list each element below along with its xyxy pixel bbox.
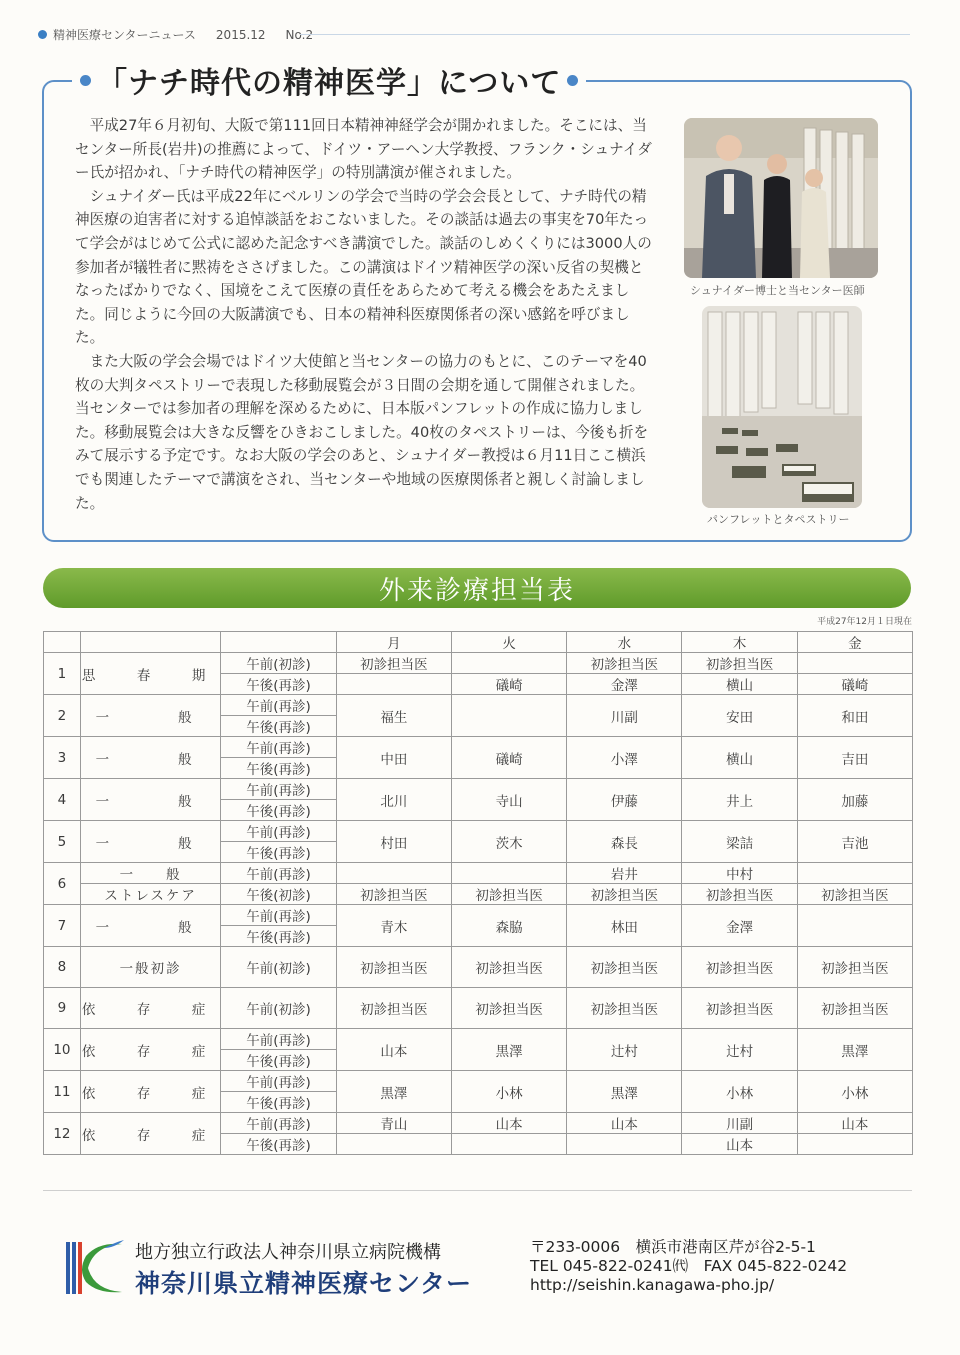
doctor-cell: 初診担当医 <box>451 884 566 905</box>
doctor-cell: 山本 <box>682 1134 797 1155</box>
doctor-cell <box>336 1134 451 1155</box>
doctor-cell: 初診担当医 <box>797 884 912 905</box>
clinic-category <box>80 737 221 779</box>
session-slot: 午後(再診) <box>221 800 336 821</box>
session-slot: 午前(再診) <box>221 1113 336 1134</box>
photo-doctors <box>684 118 878 278</box>
newsletter-header <box>38 26 313 43</box>
category-label: 一 般 <box>119 867 182 883</box>
doctor-cell: 初診担当医 <box>797 988 912 1029</box>
doctor-cell: 井上 <box>682 779 797 821</box>
table-row <box>44 884 913 905</box>
article-paragraph: また大阪の学会会場ではドイツ大使館と当センターの協力のもとに、このテーマを40枚の大判タペストリーで表現した移動展覧会が３日間の会期を通して開催されました。当センターでは参加者の理解を深めるために、日本版パンフレットの作成に協力しました。移動展覧会は大きな反響をひきおこしました。40枚のタペストリーは、今後も折をみて展示する予定です。なお大阪の学会のあと、シュナイダー教授は６月11日ここ横浜でも関連したテーマで講演をされ、当センターや地域の医療関係者と親しく討論しました。 <box>75 352 649 512</box>
doctor-cell <box>797 863 912 884</box>
row-number: 9 <box>44 988 81 1029</box>
article-title-wrap <box>72 58 586 102</box>
table-row <box>44 1071 913 1092</box>
schedule-as-of: 平成27年12月１日現在 <box>817 617 912 627</box>
newsletter-label: 精神医療センターニュース <box>53 28 196 42</box>
doctor-cell: 金澤 <box>682 905 797 947</box>
website-url[interactable]: http://seishin.kanagawa-pho.jp/ <box>530 1276 775 1294</box>
org-name: 神奈川県立精神医療センター <box>135 1269 473 1298</box>
table-row <box>44 1029 913 1050</box>
row-number: 4 <box>44 779 81 821</box>
doctor-cell: 林田 <box>567 905 682 947</box>
table-row <box>44 988 913 1029</box>
doctor-cell: 黒澤 <box>336 1071 451 1113</box>
header-blank <box>221 632 336 653</box>
category-label: 一 般 <box>95 835 206 852</box>
doctor-cell: 梁詰 <box>682 821 797 863</box>
doctor-cell: 小澤 <box>567 737 682 779</box>
doctor-cell: 小林 <box>451 1071 566 1113</box>
row-number: 11 <box>44 1071 81 1113</box>
clinic-category <box>80 947 221 988</box>
doctor-cell <box>451 653 566 674</box>
doctor-cell: 山本 <box>451 1113 566 1134</box>
doctor-cell: 青山 <box>336 1113 451 1134</box>
session-slot: 午前(初診) <box>221 653 336 674</box>
row-number: 3 <box>44 737 81 779</box>
clinic-category <box>80 779 221 821</box>
category-label: 一 般 <box>95 709 206 726</box>
doctor-cell: 礒崎 <box>451 737 566 779</box>
article-paragraph: 平成27年６月初旬、大阪で第111回日本精神神経学会が開かれました。そこには、当センター所長(岩井)の推薦によって、ドイツ・アーヘン大学教授、フランク・シュナイダー氏が招かれ、「ナチ時代の精神医学」の特別講演が催されました。 <box>75 117 652 182</box>
clinic-category <box>80 863 221 884</box>
title-dot-left-icon <box>80 75 91 86</box>
session-slot: 午前(初診) <box>221 947 336 988</box>
table-row <box>44 905 913 926</box>
issue-date: 2015.12 <box>215 27 266 42</box>
photo-pamphlets <box>702 306 862 508</box>
doctor-cell: 辻村 <box>682 1029 797 1071</box>
doctor-cell: 岩井 <box>567 863 682 884</box>
row-number: 10 <box>44 1029 81 1071</box>
day-header: 木 <box>682 632 797 653</box>
doctor-cell: 初診担当医 <box>451 988 566 1029</box>
table-row <box>44 1113 913 1134</box>
hospital-logo-icon <box>64 1238 126 1298</box>
clinic-category <box>80 653 221 695</box>
session-slot: 午後(初診) <box>221 884 336 905</box>
clinic-category <box>80 988 221 1029</box>
doctor-cell: 安田 <box>682 695 797 737</box>
doctor-cell: 村田 <box>336 821 451 863</box>
doctor-cell: 辻村 <box>567 1029 682 1071</box>
schedule-table <box>43 631 913 1155</box>
doctor-cell: 北川 <box>336 779 451 821</box>
footer-rule <box>43 1190 912 1191</box>
category-label: 依 存 症 <box>81 1043 220 1060</box>
schedule-body <box>44 653 913 1155</box>
doctor-cell: 加藤 <box>797 779 912 821</box>
session-slot: 午後(再診) <box>221 758 336 779</box>
header-rule <box>300 34 910 35</box>
doctor-cell: 初診担当医 <box>336 947 451 988</box>
table-row <box>44 779 913 800</box>
clinic-category <box>80 1071 221 1113</box>
session-slot: 午前(再診) <box>221 737 336 758</box>
org-parent-name: 地方独立行政法人神奈川県立病院機構 <box>135 1242 441 1263</box>
day-header: 水 <box>567 632 682 653</box>
doctor-cell: 伊藤 <box>567 779 682 821</box>
doctor-cell: 黒澤 <box>797 1029 912 1071</box>
clinic-category <box>80 1029 221 1071</box>
session-slot: 午後(再診) <box>221 1134 336 1155</box>
doctor-cell <box>336 863 451 884</box>
doctor-cell: 初診担当医 <box>336 988 451 1029</box>
doctor-cell: 青木 <box>336 905 451 947</box>
table-row <box>44 863 913 884</box>
doctor-cell <box>451 863 566 884</box>
session-slot: 午前(再診) <box>221 821 336 842</box>
doctor-cell: 初診担当医 <box>336 653 451 674</box>
doctor-cell: 初診担当医 <box>567 653 682 674</box>
schedule-title: 外来診療担当表 <box>378 575 575 606</box>
row-number: 5 <box>44 821 81 863</box>
day-header: 金 <box>797 632 912 653</box>
table-header-row <box>44 632 913 653</box>
doctor-cell: 礒崎 <box>451 674 566 695</box>
category-label: 依 存 症 <box>81 1085 220 1102</box>
photo2-caption: パンフレットとタペストリー <box>707 513 850 526</box>
table-row <box>44 821 913 842</box>
doctor-cell: 黒澤 <box>451 1029 566 1071</box>
doctor-cell: 初診担当医 <box>567 884 682 905</box>
doctor-cell: 初診担当医 <box>567 988 682 1029</box>
header-blank <box>80 632 221 653</box>
doctor-cell: 福生 <box>336 695 451 737</box>
session-slot: 午前(再診) <box>221 779 336 800</box>
session-slot: 午前(再診) <box>221 1071 336 1092</box>
clinic-category <box>80 1113 221 1155</box>
day-header: 火 <box>451 632 566 653</box>
doctor-cell: 小林 <box>682 1071 797 1113</box>
doctor-cell <box>451 1134 566 1155</box>
doctor-cell: 中田 <box>336 737 451 779</box>
session-slot: 午後(再診) <box>221 1050 336 1071</box>
doctor-cell: 初診担当医 <box>451 947 566 988</box>
title-dot-right-icon <box>567 75 578 86</box>
clinic-category: ストレスケア <box>80 884 221 905</box>
schedule-banner <box>43 568 911 608</box>
doctor-cell <box>797 1134 912 1155</box>
article-body <box>75 114 657 515</box>
doctor-cell: 茨木 <box>451 821 566 863</box>
doctor-cell: 和田 <box>797 695 912 737</box>
session-slot: 午前(再診) <box>221 695 336 716</box>
doctor-cell: 横山 <box>682 674 797 695</box>
clinic-category <box>80 695 221 737</box>
doctor-cell <box>336 674 451 695</box>
category-label: 一般初診 <box>119 961 182 977</box>
session-slot: 午前(再診) <box>221 905 336 926</box>
doctor-cell: 初診担当医 <box>336 884 451 905</box>
issue-number: No.2 <box>285 27 314 42</box>
session-slot: 午前(再診) <box>221 863 336 884</box>
doctor-cell <box>567 1134 682 1155</box>
session-slot: 午後(再診) <box>221 926 336 947</box>
session-slot: 午後(再診) <box>221 716 336 737</box>
session-slot: 午後(再診) <box>221 1092 336 1113</box>
header-blank <box>44 632 81 653</box>
doctor-cell: 黒澤 <box>567 1071 682 1113</box>
session-slot: 午前(再診) <box>221 1029 336 1050</box>
doctor-cell: 森脇 <box>451 905 566 947</box>
session-slot: 午後(再診) <box>221 674 336 695</box>
doctor-cell: 中村 <box>682 863 797 884</box>
row-number: 12 <box>44 1113 81 1155</box>
clinic-category <box>80 905 221 947</box>
category-label: 一 般 <box>95 751 206 768</box>
session-slot: 午前(初診) <box>221 988 336 1029</box>
photo1-caption: シュナイダー博士と当センター医師 <box>690 284 865 297</box>
doctor-cell: 川副 <box>682 1113 797 1134</box>
table-row <box>44 947 913 988</box>
day-header: 月 <box>336 632 451 653</box>
doctor-cell: 初診担当医 <box>682 988 797 1029</box>
bullet-icon <box>38 30 47 39</box>
doctor-cell: 山本 <box>336 1029 451 1071</box>
doctor-cell: 初診担当医 <box>682 947 797 988</box>
doctor-cell: 吉池 <box>797 821 912 863</box>
postal-address: 〒233-0006 横浜市港南区芹が谷2-5-1 <box>530 1238 816 1256</box>
article-paragraph: シュナイダー氏は平成22年にベルリンの学会で当時の学会会長として、ナチ時代の精神医療の迫害者に対する追悼談話をおこないました。その談話は過去の事実を70年たって学会がはじめて公式に認めた記念すべき講演でした。談話のしめくくりには3000人の参加者が犠牲者に黙祷をささげました。この講演はドイツ精神医学の深い反省の契機となったばかりでなく、国境をこえて医療の責任をあらためて考える機会をあたえました。同じように今回の大阪講演でも、日本の精神科医療関係者の深い感銘を呼びました。 <box>75 187 652 347</box>
clinic-category <box>80 821 221 863</box>
doctor-cell: 寺山 <box>451 779 566 821</box>
category-label: 一 般 <box>95 919 206 936</box>
doctor-cell: 金澤 <box>567 674 682 695</box>
row-number: 2 <box>44 695 81 737</box>
row-number: 6 <box>44 863 81 905</box>
doctor-cell: 初診担当医 <box>797 947 912 988</box>
doctor-cell: 横山 <box>682 737 797 779</box>
category-label: 依 存 症 <box>81 1127 220 1144</box>
doctor-cell: 川副 <box>567 695 682 737</box>
doctor-cell: 山本 <box>797 1113 912 1134</box>
doctor-cell: 初診担当医 <box>682 884 797 905</box>
category-label: 一 般 <box>95 793 206 810</box>
category-label: 思 春 期 <box>81 667 220 684</box>
doctor-cell: 山本 <box>567 1113 682 1134</box>
doctor-cell: 初診担当医 <box>682 653 797 674</box>
row-number: 8 <box>44 947 81 988</box>
doctor-cell: 吉田 <box>797 737 912 779</box>
row-number: 1 <box>44 653 81 695</box>
category-label: 依 存 症 <box>81 1002 220 1018</box>
doctor-cell: 初診担当医 <box>567 947 682 988</box>
session-slot: 午後(再診) <box>221 842 336 863</box>
doctor-cell: 森長 <box>567 821 682 863</box>
table-row <box>44 737 913 758</box>
doctor-cell <box>451 695 566 737</box>
doctor-cell <box>797 653 912 674</box>
contact-block <box>530 1238 847 1295</box>
row-number: 7 <box>44 905 81 947</box>
phone-fax: TEL 045-822-0241㈹ FAX 045-822-0242 <box>530 1257 848 1275</box>
doctor-cell: 小林 <box>797 1071 912 1113</box>
table-row <box>44 653 913 674</box>
article-title: 「ナチ時代の精神医学」について <box>97 66 562 101</box>
table-row <box>44 695 913 716</box>
doctor-cell: 礒崎 <box>797 674 912 695</box>
doctor-cell <box>797 905 912 947</box>
